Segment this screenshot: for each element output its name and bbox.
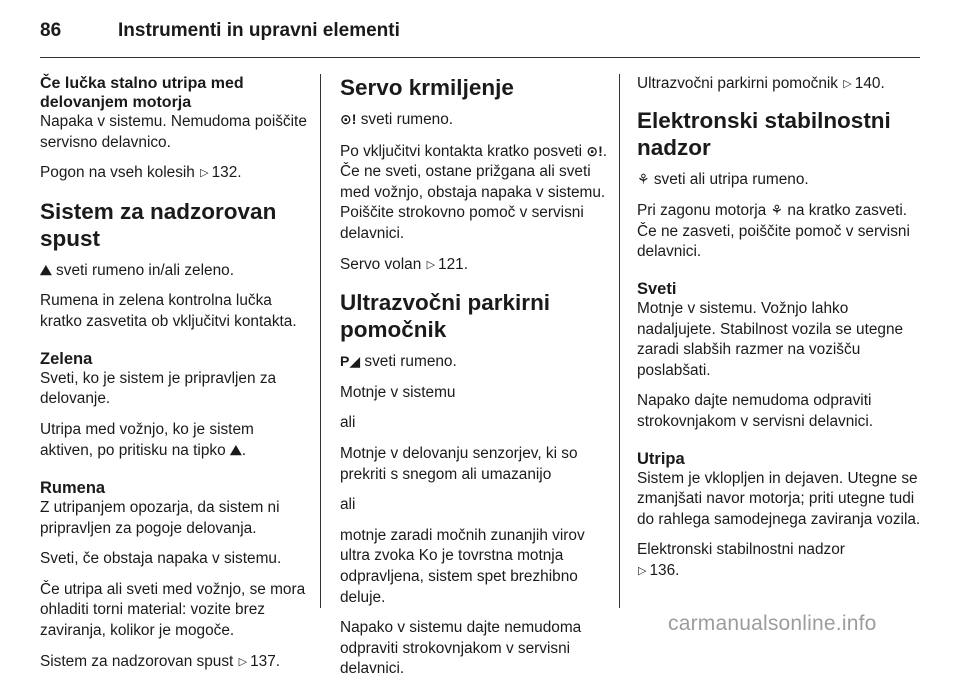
paragraph: ⚘ sveti ali utripa rumeno. — [637, 170, 809, 188]
watermark: carmanualsonline.info — [668, 612, 877, 635]
paragraph: Motnje v delovanju senzorjev, ki so prekriti s snegom ali umazanijo — [340, 444, 578, 483]
paragraph: Napako v sistemu dajte nemudoma odpraviti strokovnjakom v servisni delavnici. — [340, 619, 582, 678]
page-number: 86 — [40, 20, 62, 41]
paragraph: Z utripanjem opozarja, da sistem ni pripravljen za pogoje delovanja. — [40, 498, 280, 537]
paragraph: Servo volan ▷ 121. — [340, 255, 608, 276]
stability-control-icon: ⚘ — [637, 170, 650, 187]
paragraph: Pri zagonu motorja ⚘ na kratko zasveti. Če ne zasveti, poiščite pomoč v servisni delavnici. — [637, 202, 910, 261]
heading-lucka: Če lučka stalno utripa med delovanjem motorja — [40, 75, 244, 111]
column-3 — [637, 74, 927, 592]
page-ref-icon: ▷ — [843, 78, 852, 90]
paragraph: Elektronski stabilnostni nadzor — [637, 541, 845, 559]
paragraph: Motnje v sistemu — [340, 383, 456, 401]
heading-servo: Servo krmiljenje — [340, 75, 514, 100]
paragraph: Rumena in zelena kontrolna lučka kratko zasvetita ob vključitvi kontakta. — [40, 292, 297, 330]
steering-warning-icon: ⊙! — [340, 111, 357, 127]
steering-warning-icon: ⊙! — [586, 142, 603, 159]
column-divider — [619, 74, 620, 608]
paragraph: ⊙! sveti rumeno. — [340, 111, 454, 128]
heading-park: Ultrazvočni parkirni pomočnik — [340, 290, 551, 343]
paragraph: motnje zaradi močnih zunanjih virov ultra zvoka Ko je tovrstna motnja odpravljena, sistem spet brezhibno deluje. — [340, 526, 585, 606]
paragraph: P◢ sveti rumeno. — [340, 353, 457, 371]
paragraph: Napako dajte nemudoma odpraviti strokovnjakom v servisni delavnici. — [637, 392, 874, 430]
paragraph: ⛰ sveti rumeno in/ali zeleno. — [40, 261, 234, 279]
column-2 — [340, 74, 608, 690]
heading-esp: Elektronski stabilnostni nadzor — [637, 107, 891, 160]
paragraph: Sistem je vklopljen in dejaven. Utegne se zmanjšati navor motorja; priti utegne tudi do rahlega samodejnega zaviranja vozila. — [637, 469, 921, 528]
paragraph: Ultrazvočni parkirni pomočnik ▷ 140. — [637, 74, 927, 95]
page-ref-icon: ▷ — [426, 258, 436, 271]
stability-control-icon: ⚘ — [770, 202, 784, 219]
running-title: Instrumenti in upravni elementi — [118, 20, 400, 41]
column-1 — [40, 74, 308, 682]
paragraph: ali — [340, 414, 356, 432]
paragraph: Napaka v sistemu. Nemudoma poiščite servisno delavnico. — [40, 113, 307, 151]
column-divider — [320, 74, 321, 608]
heading-zelena: Zelena — [40, 349, 93, 368]
parking-assist-icon: P◢ — [340, 353, 361, 370]
page-header — [40, 14, 920, 54]
paragraph: Sistem za nadzorovan spust ▷ 137. — [40, 652, 308, 673]
paragraph: Po vključitvi kontakta kratko posveti ⊙!. Če ne sveti, ostane prižgana ali sveti med vožnjo, obstaja napaka v sistemu. Poiščite strokovno pomoč v servisni delavnici. — [340, 142, 608, 242]
page-ref-icon: ▷ — [238, 655, 248, 668]
descent-control-icon: ⛰ — [229, 442, 242, 459]
paragraph: Motnje v sistemu. Vožnjo lahko nadaljujete. Stabilnost vozila se utegne zaradi slabših razmer na vozišču poslabšati. — [637, 299, 904, 379]
paragraph: Pogon na vseh kolesih ▷ 132. — [40, 163, 308, 184]
paragraph: Sveti, če obstaja napaka v sistemu. — [40, 550, 282, 568]
paragraph: Sveti, ko je sistem je pripravljen za delovanje. — [40, 369, 277, 408]
heading-rumena: Rumena — [40, 478, 106, 497]
header-rule — [40, 57, 920, 58]
page-ref-icon: ▷ — [638, 564, 647, 577]
descent-control-icon: ⛰ — [40, 261, 52, 278]
page-ref-icon: ▷ — [200, 167, 209, 180]
heading-spust: Sistem za nadzorovan spust — [40, 198, 277, 251]
heading-sveti: Sveti — [637, 279, 677, 298]
paragraph: Utripa med vožnjo, ko je sistem aktiven, po pritisku na tipko ⛰. — [40, 420, 254, 460]
paragraph: ali — [340, 496, 356, 514]
heading-utripa: Utripa — [637, 449, 685, 468]
paragraph: ▷ 136. — [637, 561, 927, 582]
paragraph: Če utripa ali sveti med vožnjo, se mora ohladiti torni material: vozite brez zaviranja, kolikor je mogoče. — [40, 580, 306, 639]
